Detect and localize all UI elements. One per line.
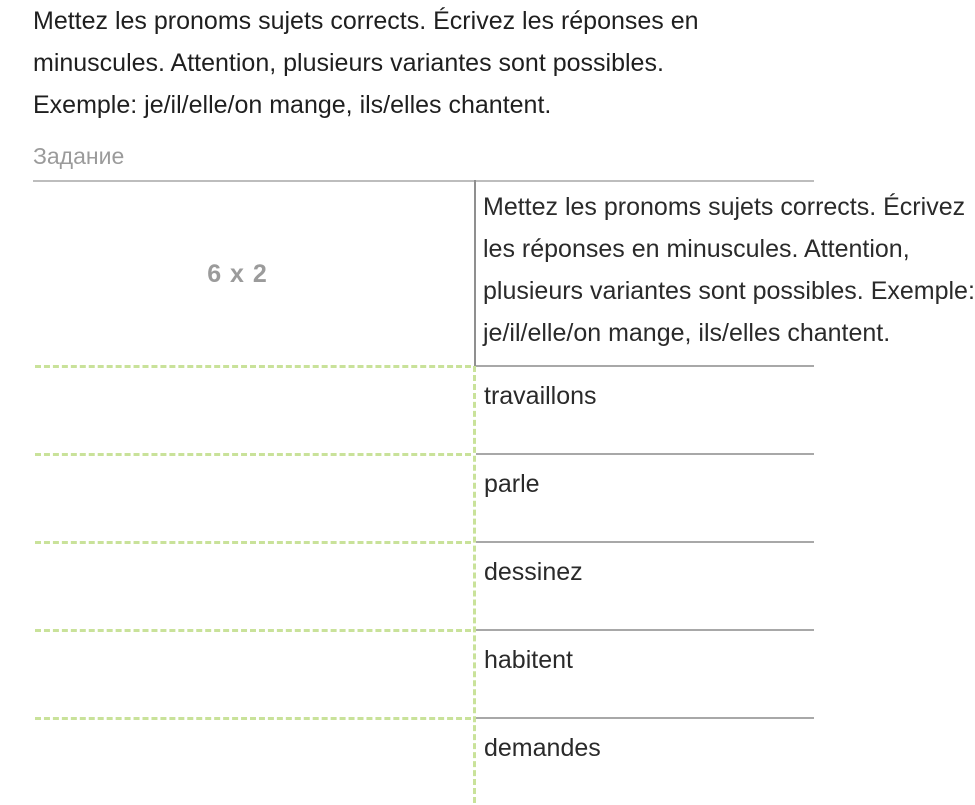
verb-cell-2: parle	[484, 470, 540, 498]
task-instructions	[33, 0, 803, 126]
answer-drop-zone-5[interactable]	[33, 720, 473, 805]
header-text-line-1: Mettez les pronoms sujets corrects. Écrivez	[483, 193, 966, 221]
matching-table	[33, 180, 975, 803]
row-divider	[476, 541, 814, 543]
instructions-line-3: Exemple: je/il/elle/on mange, ils/elles chantent.	[33, 91, 552, 119]
row-divider	[476, 717, 814, 719]
verb-cell-4: habitent	[484, 646, 573, 674]
header-text-line-2: les réponses en minuscules. Attention,	[483, 235, 910, 263]
table-header-text	[483, 186, 975, 354]
verb-cell-5: demandes	[484, 734, 601, 762]
answer-drop-zone-1[interactable]	[33, 368, 473, 453]
task-label: Задание	[33, 143, 125, 169]
answer-drop-zone-2[interactable]	[33, 456, 473, 541]
table-size-label: 6 x 2	[207, 259, 268, 288]
header-text-line-3: plusieurs variantes sont possibles. Exemple:	[483, 277, 975, 305]
verb-cell-3: dessinez	[484, 558, 583, 586]
header-divider	[474, 180, 476, 366]
row-divider	[476, 453, 814, 455]
answer-drop-zone-4[interactable]	[33, 632, 473, 717]
header-text-line-4: je/il/elle/on mange, ils/elles chantent.	[483, 319, 891, 347]
row-divider	[476, 365, 814, 367]
drop-zone-divider	[473, 366, 476, 803]
instructions-line-2: minuscules. Attention, plusieurs variantes sont possibles.	[33, 49, 664, 77]
answer-drop-zone-3[interactable]	[33, 544, 473, 629]
verb-cell-1: travaillons	[484, 382, 597, 410]
instructions-line-1: Mettez les pronoms sujets corrects. Écrivez les réponses en	[33, 7, 699, 35]
row-divider	[476, 629, 814, 631]
